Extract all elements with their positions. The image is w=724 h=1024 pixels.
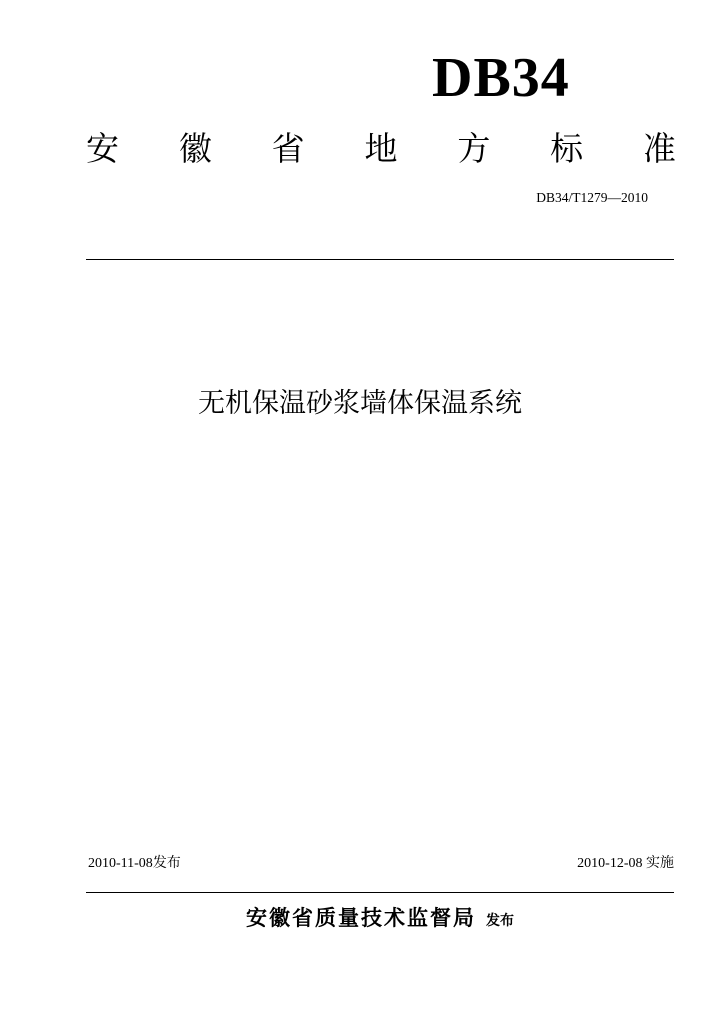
issue-date	[88, 852, 181, 875]
standard-code: DB34	[432, 47, 570, 109]
document-title: 无机保温砂浆墙体保温系统	[198, 388, 522, 419]
top-divider	[86, 259, 674, 260]
implementation-date-value: 2010-12-08	[577, 856, 643, 871]
bottom-divider	[86, 892, 674, 893]
issue-date-label: 发布	[152, 855, 181, 871]
implementation-date-label: 实施	[646, 855, 674, 871]
issue-date-value: 2010-11-08	[88, 856, 153, 871]
title-char: 省	[271, 129, 305, 168]
publisher-line	[120, 900, 640, 939]
title-char: 徽	[178, 129, 212, 168]
title-char: 地	[364, 129, 398, 168]
implementation-date	[474, 852, 674, 875]
title-char: 方	[457, 129, 491, 168]
title-char: 安	[86, 129, 119, 168]
standard-number: DB34/T1279—2010	[536, 190, 648, 205]
publisher-name: 安徽省质量技术监督局	[246, 906, 476, 930]
title-char: 标	[550, 129, 584, 168]
publisher-suffix: 发布	[486, 913, 514, 929]
title-char: 准	[642, 129, 676, 168]
standard-category-title	[86, 126, 676, 172]
